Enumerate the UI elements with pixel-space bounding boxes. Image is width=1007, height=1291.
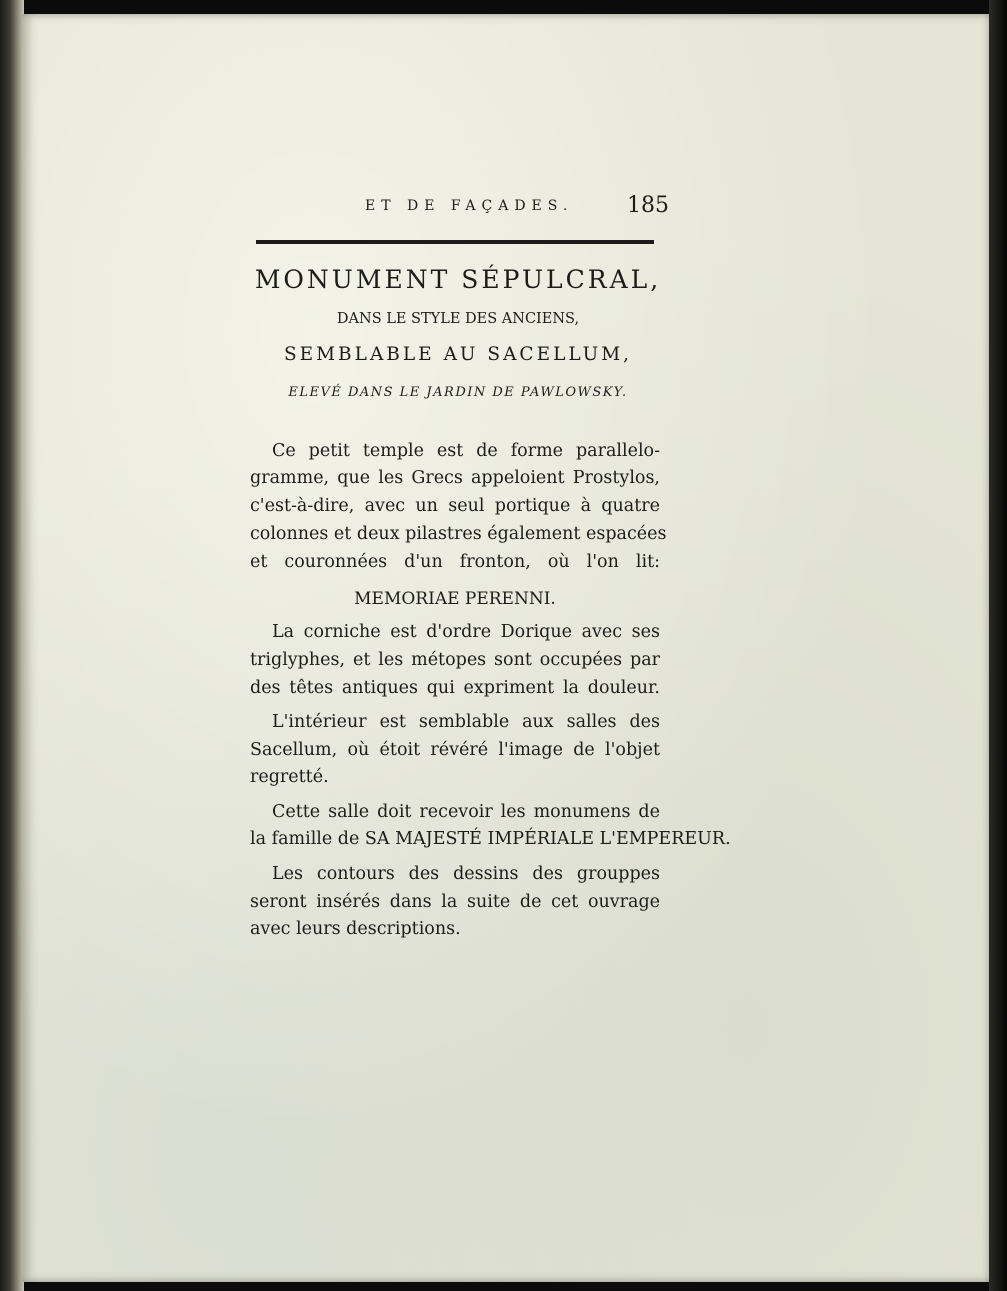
running-head: ET DE FAÇADES.	[365, 198, 574, 214]
paragraph-line: Les contours des dessins des grouppes	[272, 864, 660, 884]
paragraph-line: triglyphes, et les métopes sont occupées par	[250, 650, 660, 670]
right-page-edge	[989, 0, 1007, 1291]
page-number: 185	[627, 193, 669, 218]
paragraph-line: des têtes antiques qui expriment la douleur.	[250, 678, 660, 698]
section-subtitle-2: SEMBLABLE AU SACELLUM,	[283, 344, 633, 365]
header-rule	[256, 240, 654, 244]
paragraph-line: gramme, que les Grecs appeloient Prostylos,	[250, 468, 660, 488]
paragraph-line: Cette salle doit recevoir les monumens de	[272, 802, 660, 822]
paragraph-line: La corniche est d'ordre Dorique avec ses	[272, 622, 660, 642]
paragraph-line: c'est-à-dire, avec un seul portique à quatre	[250, 496, 660, 516]
inscription: MEMORIAE PERENNI.	[354, 589, 556, 609]
paragraph-line: et couronnées d'un fronton, où l'on lit:	[250, 552, 660, 572]
paragraph-line: seront insérés dans la suite de cet ouvrage	[250, 892, 660, 912]
paragraph-line: Sacellum, où étoit révéré l'image de l'objet	[250, 740, 660, 760]
left-page-edge	[0, 0, 24, 1291]
paragraph-line: regretté.	[250, 767, 329, 787]
section-subtitle-3: ELEVÉ DANS LE JARDIN DE PAWLOWSKY.	[288, 385, 628, 400]
paragraph-line: la famille de SA MAJESTÉ IMPÉRIALE L'EMPEREUR.	[250, 829, 731, 849]
paragraph-line: avec leurs descriptions.	[250, 919, 461, 939]
section-subtitle: DANS LE STYLE DES ANCIENS,	[336, 311, 580, 327]
paragraph-line: L'intérieur est semblable aux salles des	[272, 712, 660, 732]
section-title: MONUMENT SÉPULCRAL,	[254, 265, 662, 294]
paragraph-line: Ce petit temple est de forme parallelo-	[272, 441, 660, 461]
paragraph-line: colonnes et deux pilastres également espacées	[250, 524, 667, 544]
